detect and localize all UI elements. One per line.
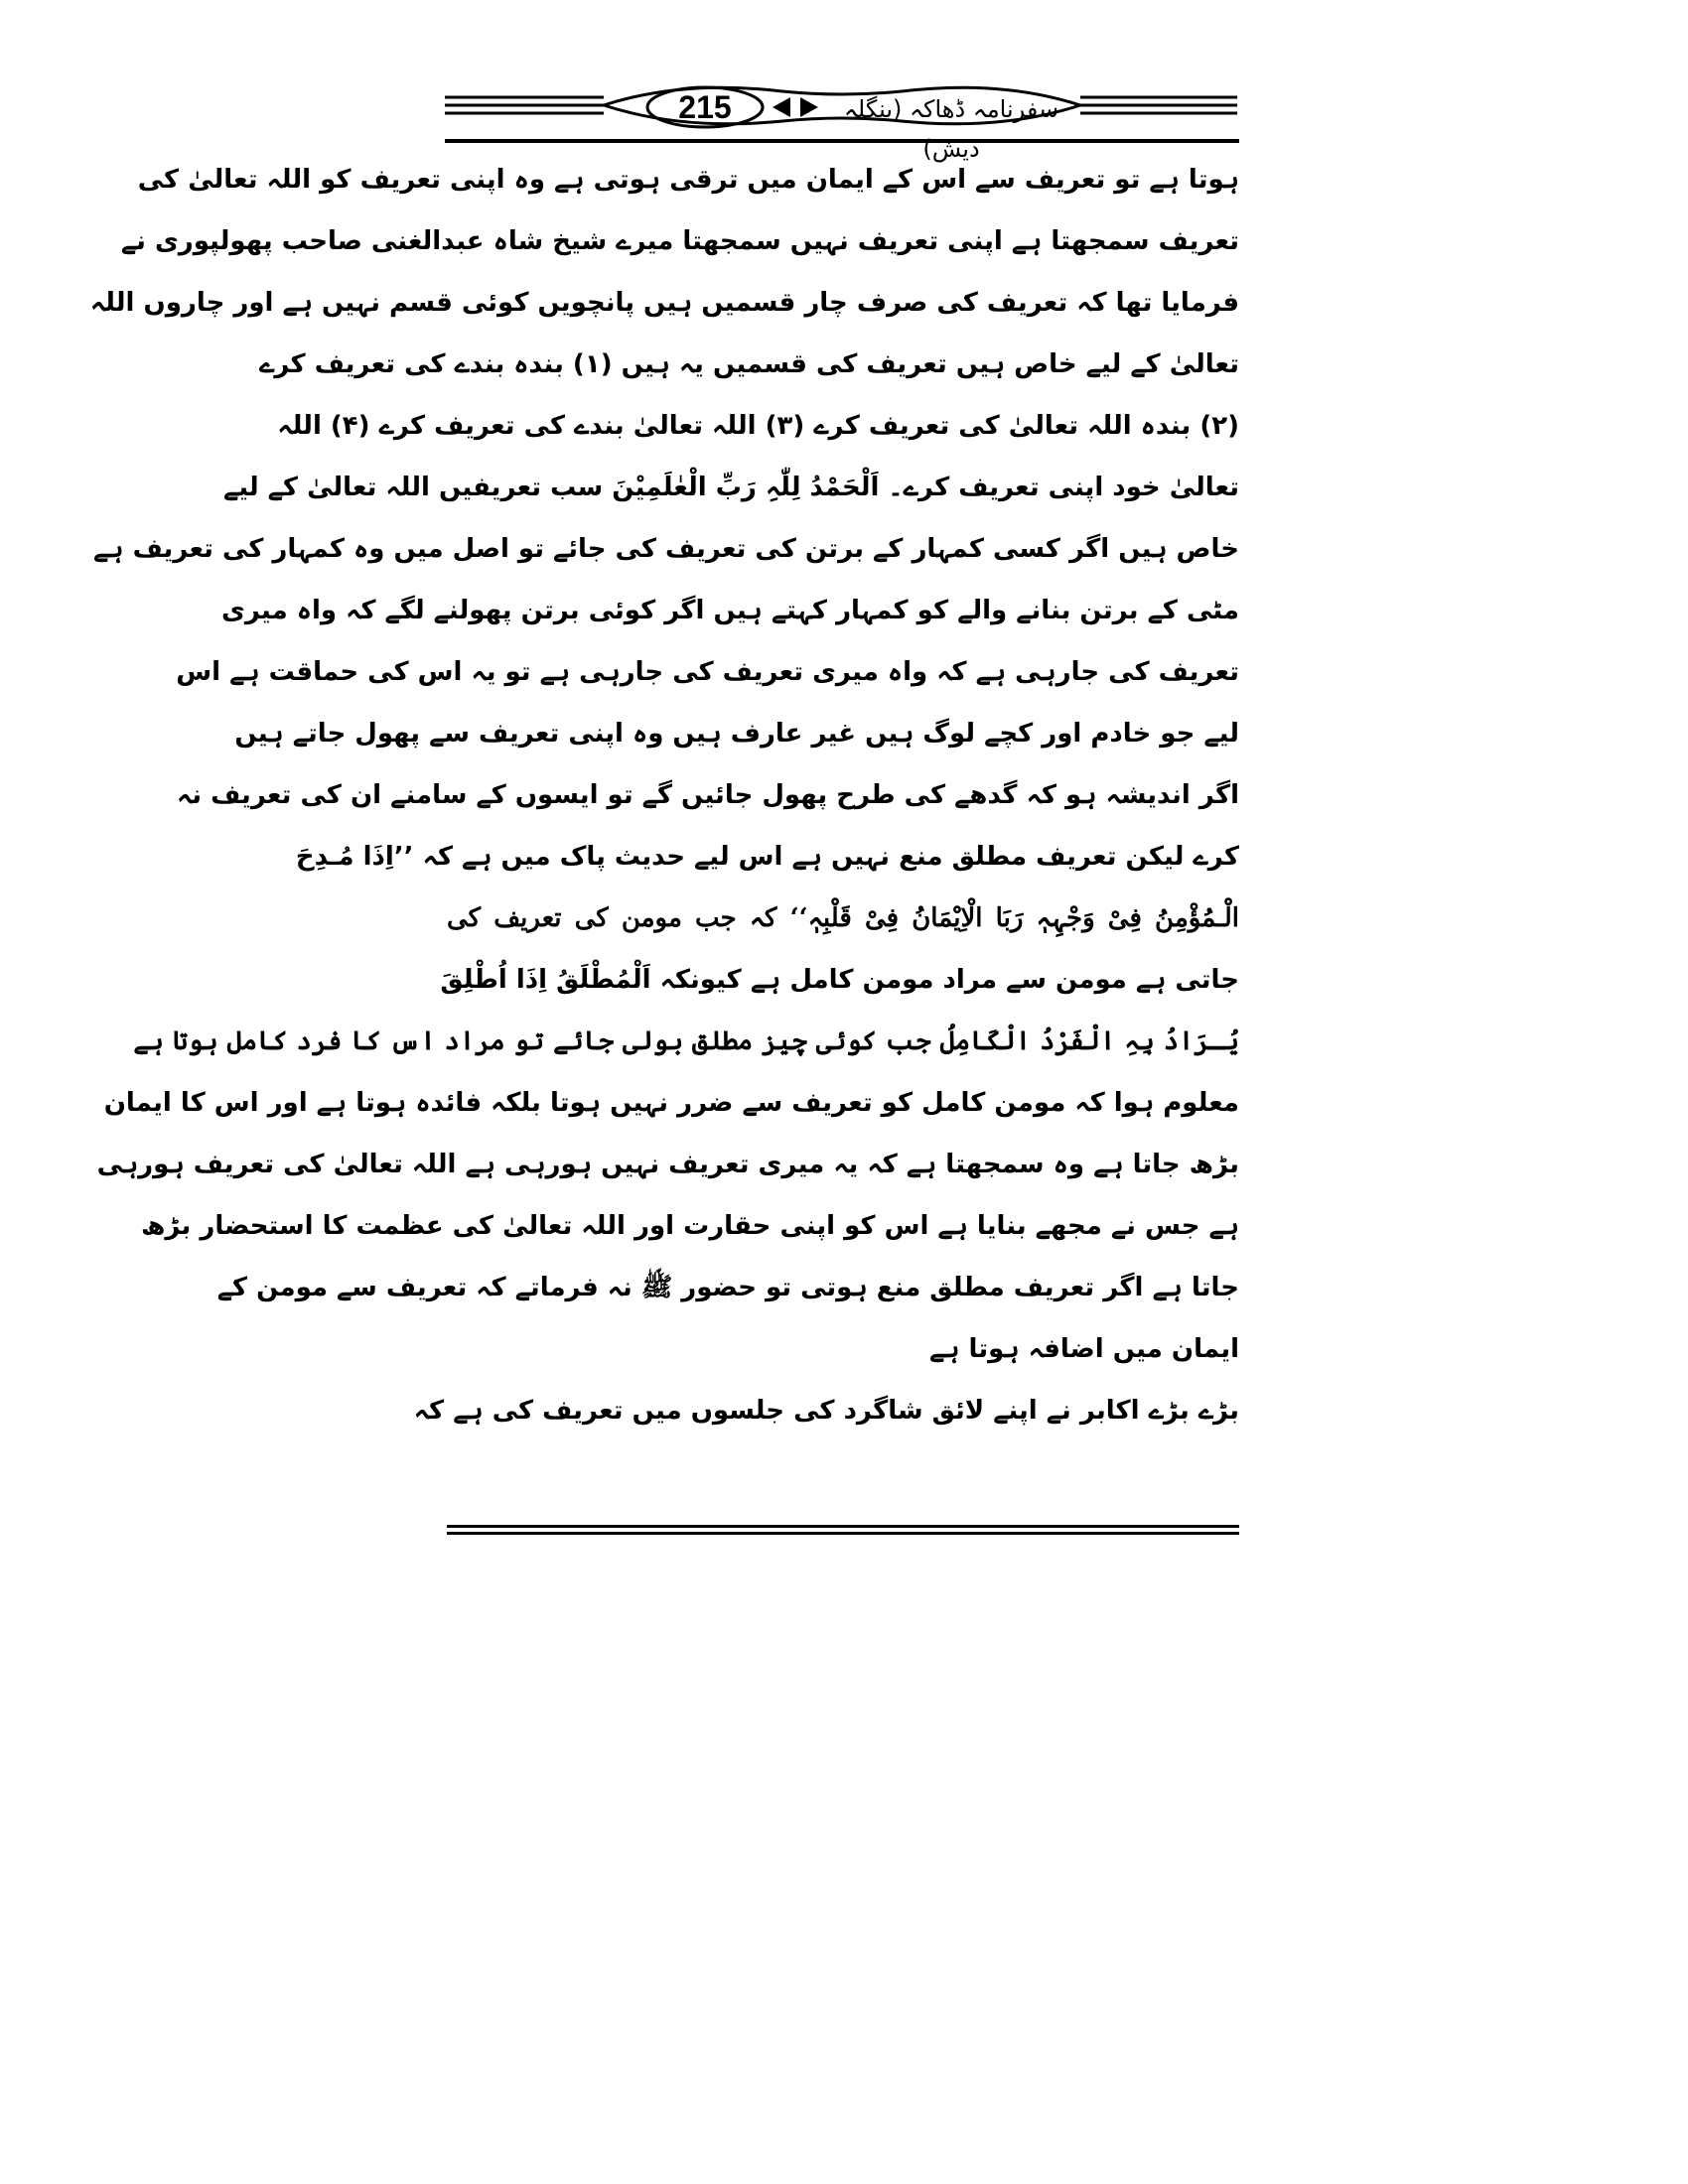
text-line: تعریف کی جارہی ہے کہ واہ میری تعریف کی جارہی ہے تو یہ اس کی حماقت ہے اس [176,657,1239,687]
text-line: جاتی ہے مومن سے مراد مومن کامل ہے کیونکہ اَلْمُطْلَقُ اِذَا اُطْلِقَ [440,965,1239,995]
footer-rule-line [447,1532,1239,1535]
text-line: ہوتا ہے تو تعریف سے اس کے ایمان میں ترقی ہوتی ہے وہ اپنی تعریف کو اللہ تعالیٰ کی [137,165,1239,195]
text-line: تعالیٰ خود اپنی تعریف کرے۔ اَلْحَمْدُ لِلّٰہِ رَبِّ الْعٰلَمِیْنَ سب تعریفیں اللہ تعالیٰ کے لیے [223,473,1239,502]
text-line: یُـرَادُ بِہِ الْفَرْدُ الْکَامِلُ جب کوئی چیز مطلق بولی جائے تو مراد اس کا فرد کامل ہوتا ہے [133,1026,1239,1056]
text-line: لیے جو خادم اور کچے لوگ ہیں غیر عارف ہیں وہ اپنی تعریف سے پھول جاتے ہیں [234,719,1239,749]
text-line: اگر اندیشہ ہو کہ گدھے کی طرح پھول جائیں گے تو ایسوں کے سامنے ان کی تعریف نہ [177,780,1239,810]
running-title: سفرنامہ ڈھاکہ (بنگلہ دیش) [843,95,1059,163]
text-line: کرے لیکن تعریف مطلق منع نہیں ہے اس لیے حدیث پاک میں ہے کہ ’’اِذَا مُـدِحَ [295,842,1239,872]
text-line: تعالیٰ کے لیے خاص ہیں تعریف کی قسمیں یہ ہیں (۱) بندہ بندے کی تعریف کرے [259,349,1239,379]
body-text [89,149,1239,1441]
text-line: بڑھ جاتا ہے وہ سمجھتا ہے کہ یہ میری تعریف نہیں ہورہی ہے اللہ تعالیٰ کی تعریف ہورہی [96,1150,1239,1179]
text-line: (۲) بندہ اللہ تعالیٰ کی تعریف کرے (۳) اللہ تعالیٰ بندے کی تعریف کرے (۴) اللہ [277,411,1239,441]
text-line: الْـمُؤْمِنُ فِیْ وَجْہِہٖ رَبَا الْاِیْمَانُ فِیْ قَلْبِہٖ‘‘ کہ جب مومن کی تعریف کی [447,903,1239,933]
footer-rule-line [447,1525,1239,1528]
text-line: تعریف سمجھتا ہے اپنی تعریف نہیں سمجھتا میرے شیخ شاہ عبدالغنی صاحب پھولپوری نے [120,226,1239,256]
page-header [445,83,1239,163]
text-line: فرمایا تھا کہ تعریف کی صرف چار قسمیں ہیں پانچویں کوئی قسم نہیں ہے اور چاروں اللہ [89,288,1239,318]
text-line: مٹی کے برتن بنانے والے کو کمہار کہتے ہیں اگر کوئی برتن پھولنے لگے کہ واہ میری [220,596,1239,625]
text-line: معلوم ہوا کہ مومن کامل کو تعریف سے ضرر نہیں ہوتا بلکہ فائدہ ہوتا ہے اور اس کا ایمان [103,1088,1239,1118]
text-line: جاتا ہے اگر تعریف مطلق منع ہوتی تو حضور ﷺ نہ فرماتے کہ تعریف سے مومن کے [216,1273,1239,1302]
footer-rule [447,1525,1239,1537]
page-number: 215 [678,89,732,125]
text-line: بڑے بڑے اکابر نے اپنے لائق شاگرد کی جلسوں میں تعریف کی ہے کہ [413,1396,1239,1426]
text-line: ہے جس نے مجھے بنایا ہے اس کو اپنی حقارت اور اللہ تعالیٰ کی عظمت کا استحضار بڑھ [141,1211,1239,1241]
text-line: ایمان میں اضافہ ہوتا ہے [929,1334,1239,1364]
text-line: خاص ہیں اگر کسی کمہار کے برتن کی تعریف کی جائے تو اصل میں وہ کمہار کی تعریف ہے [93,534,1239,564]
